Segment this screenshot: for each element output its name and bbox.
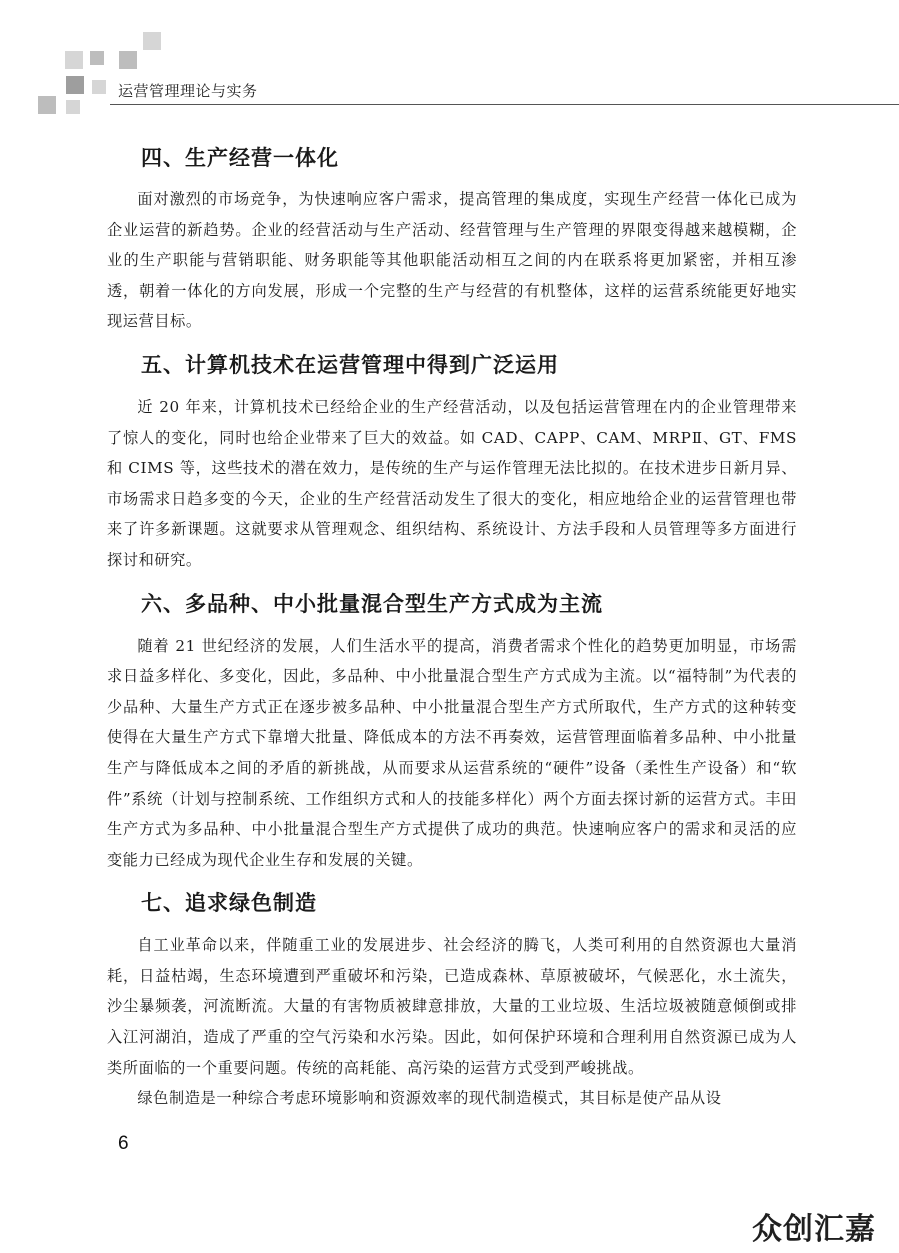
header-rule xyxy=(110,104,899,105)
decor-square xyxy=(66,76,84,94)
section-heading: 五、计算机技术在运营管理中得到广泛运用 xyxy=(141,352,559,377)
decor-square xyxy=(90,51,104,65)
paragraph: 随着 21 世纪经济的发展，人们生活水平的提高，消费者需求个性化的趋势更加明显，市场需求日益多样化、多变化，因此，多品种、中小批量混合型生产方式成为主流。以“福特制”为代表的少品种、大量生产方式正在逐步被多品种、中小批量混合型生产方式所取代，生产方式的这种转变使得在大量生产方式下靠增大批量、降低成本的方法不再奏效，运营管理面临着多品种、中小批量生产与降低成本之间的矛盾的新挑战，从而要求从运营系统的“硬件”设备（柔性生产设备）和“软件”系统（计划与控制系统、工作组织方式和人的技能多样化）两个方面去探讨新的运营方式。丰田生产方式为多品种、中小批量混合型生产方式提供了成功的典范。快速响应客户的需求和灵活的应变能力已经成为现代企业生存和发展的关键。 xyxy=(107,636,797,869)
section-4 xyxy=(107,140,797,337)
paragraph: 绿色制造是一种综合考虑环境影响和资源效率的现代制造模式，其目标是使产品从设 xyxy=(137,1089,722,1108)
section-6 xyxy=(107,586,797,876)
section-heading: 四、生产经营一体化 xyxy=(141,146,339,170)
paragraph: 近 20 年来，计算机技术已经给企业的生产经营活动，以及包括运营管理在内的企业管理带来了惊人的变化，同时也给企业带来了巨大的效益。如 CAD、CAPP、CAM、MRPⅡ、GT、FMS 和 CIMS 等，这些技术的潜在效力，是传统的生产与运作管理无法比拟的。在技术进步日新月异、市场需求日趋多变的今天，企业的生产经营活动发生了很大的变化，相应地给企业的运营管理也带来了许多新课题。这就要求从管理观念、组织结构、系统设计、方法手段和人员管理等多方面进行探讨和研究。 xyxy=(107,397,797,569)
paragraph: 面对激烈的市场竞争，为快速响应客户需求，提高管理的集成度，实现生产经营一体化已成为企业运营的新趋势。企业的经营活动与生产活动、经营管理与生产管理的界限变得越来越模糊，企业的生产职能与营销职能、财务职能等其他职能活动相互之间的内在联系将更加紧密，并相互渗透，朝着一体化的方向发展，形成一个完整的生产与经营的有机整体，这样的运营系统能更好地实现运营目标。 xyxy=(107,190,797,331)
decor-square xyxy=(143,32,161,50)
main-content xyxy=(107,140,797,1114)
decor-square xyxy=(38,96,56,114)
decor-square xyxy=(65,51,83,69)
page-number: 6 xyxy=(118,1133,129,1154)
section-heading: 六、多品种、中小批量混合型生产方式成为主流 xyxy=(141,591,603,616)
section-7 xyxy=(107,885,797,1114)
watermark-logo: 众创汇嘉 xyxy=(752,1212,876,1247)
paragraph: 自工业革命以来，伴随重工业的发展进步、社会经济的腾飞，人类可利用的自然资源也大量消耗，日益枯竭，生态环境遭到严重破坏和污染，已造成森林、草原被破坏，气候恶化，水土流失，沙尘暴频袭，河流断流。大量的有害物质被肆意排放，大量的工业垃圾、生活垃圾被随意倾倒或排入江河湖泊，造成了严重的空气污染和水污染。因此，如何保护环境和合理利用自然资源已成为人类所面临的一个重要问题。传统的高耗能、高污染的运营方式受到严峻挑战。 xyxy=(107,936,797,1077)
section-5 xyxy=(107,347,797,576)
decor-square xyxy=(92,80,106,94)
running-title: 运营管理理论与实务 xyxy=(118,82,258,100)
decor-square xyxy=(66,100,80,114)
decor-square xyxy=(119,51,137,69)
section-heading: 七、追求绿色制造 xyxy=(141,891,317,916)
